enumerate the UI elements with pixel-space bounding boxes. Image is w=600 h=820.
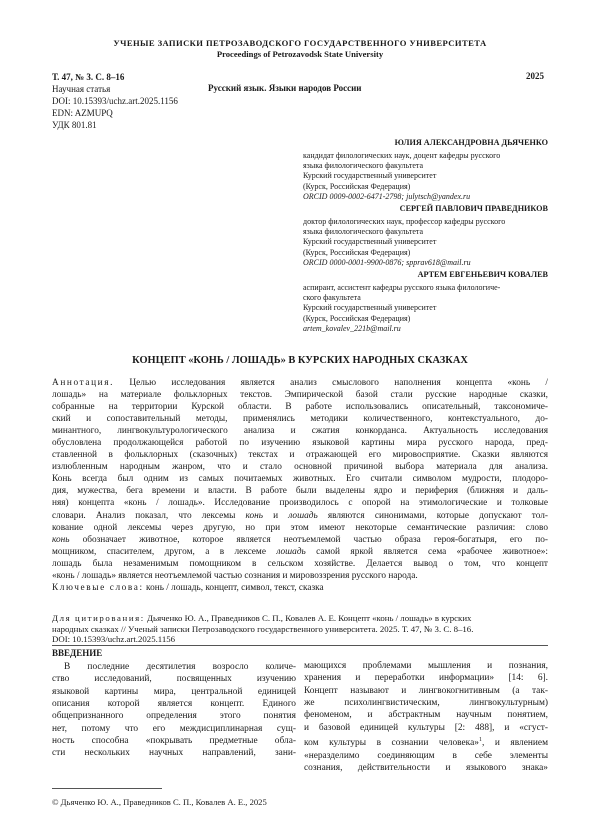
author-affiliation-line: (Курск, Российская Федерация) (303, 313, 411, 323)
journal-title-en: Proceedings of Petrozavodsk State University (216, 49, 384, 59)
abstract-line: ставленной в фольклорных (сказочных) текстах и отражающей его мировосприятие. Сказки являются (52, 450, 548, 461)
body-line: языковой картины мира, центральной единицей (52, 686, 296, 697)
body-line: и базовой единицей культуры [2: 488], и «сгуст- (304, 722, 548, 733)
body-line: ность способна «покрывать предметные обла- (52, 736, 296, 747)
udk: УДК 801.81 (52, 120, 97, 131)
section-divider (52, 645, 548, 646)
abstract-line: лошадь» на материале фольклорных текстов. Эмпирической базой стали русские народные сказки, (52, 390, 548, 401)
abstract-line: кование одной лексемы через другую, но при этом имеют некоторые семантические различия: слово (52, 522, 548, 533)
author-name: АРТЕМ ЕВГЕНЬЕВИЧ КОВАЛЕВ (417, 270, 548, 279)
body-line: В последние десятилетия возросло количе- (64, 662, 296, 672)
author-affiliation-line: языка филологического факультета (303, 227, 424, 237)
abstract (52, 377, 548, 594)
body-line: хранения и переработки информации» [14: 6]. (304, 673, 548, 684)
citation: Для цитирования: Дьяченко Ю. А., Праведников С. П., Ковалев А. Е. Концепт «конь / лошадь» в курских народных сказках // Ученый записки Петрозаводского государственного университета. 2025. Т. 47, № 3. С. 8–16. DOI: 10.15393/uchz.art.2025.1156 (52, 613, 474, 645)
body-line: нет, потому что его междисциплинарная сущ- (52, 723, 296, 734)
author-orcid: ORCID 0000-0001-9900-0876; spprav618@mail.ru (303, 257, 471, 267)
article-meta (52, 71, 178, 131)
abstract-line: собранные на территории Курской области. В работе использовались описательный, таксономиче- (52, 402, 548, 413)
abstract-line: Аннотация. Целью исследования является анализ смыслового наполнения концепта «конь / (52, 378, 548, 388)
body-line: мающихся проблемами мышления и познания, (304, 661, 548, 671)
author-affiliation-line: Курский государственный университет (303, 303, 437, 313)
abstract-label: Аннотация. (52, 378, 115, 388)
citation-label: Для цитирования: (52, 613, 145, 623)
abstract-line: словари. Анализ показал, что лексемы конь и лошадь являются синонимами, которые допускают тол- (52, 510, 549, 521)
author-affiliation-line: кандидат филологических наук, доцент кафедры русского (303, 151, 501, 160)
author-affiliation-line: Курский государственный университет (303, 171, 437, 181)
body-line: же психолингвистическим, лингвокультурным) (304, 698, 548, 709)
keywords: Ключевые слова: конь / лошадь, концепт, символ, текст, сказка (52, 582, 324, 593)
doi: DOI: 10.15393/uchz.art.2025.1156 (52, 96, 178, 107)
body-line: Концепт называют и лингвокогнитивным (а так- (304, 685, 548, 696)
body-line: ство исследований, посвященных изучению (52, 674, 296, 685)
journal-title: УЧЕНЫЕ ЗАПИСКИ ПЕТРОЗАВОДСКОГО ГОСУДАРСТВЕННОГО УНИВЕРСИТЕТА (113, 38, 487, 48)
author-affiliation-line: доктор филологических наук, профессор кафедры русского (303, 217, 506, 226)
abstract-line: Конь всегда был одним из самых почитаемых животных. Его считали символом мудрости, плодоро- (52, 474, 548, 485)
abstract-line: обусловлена продолжающейся работой по изучению языковой картины мира русского народа, пред- (52, 438, 548, 449)
abstract-line: дия, мужества, бега времени и власти. В работе были выделены ядро и периферия (ближняя и даль- (52, 486, 548, 497)
author-affiliation-line: ского факультета (303, 293, 361, 303)
body-line: описания которой является концепт. Единого (52, 699, 296, 710)
abstract-line: излюбленным народным жанром, что и стало основной причиной выбора материала для анализа. (52, 462, 548, 473)
article-title: КОНЦЕПТ «КОНЬ / ЛОШАДЬ» В КУРСКИХ НАРОДНЫХ СКАЗКАХ (132, 355, 468, 366)
author-orcid: ORCID 0009-0002-6471-2798; julytsch@yandex.ru (303, 191, 471, 201)
volume-info: Т. 47, № 3. С. 8–16 (52, 72, 125, 82)
author-orcid: artem_kovalev_221b@mail.ru (303, 323, 401, 333)
author-name: ЮЛИЯ АЛЕКСАНДРОВНА ДЬЯЧЕНКО (394, 138, 548, 147)
body-line: ком культуры в сознании человека»$^1$, и явлением (304, 737, 548, 749)
author-affiliation-line: Курский государственный университет (303, 237, 437, 247)
abstract-line: лошадь была незаменимым помощником в сельском хозяйстве. Делается вывод о том, что концепт (52, 558, 548, 569)
body-line: общепризнанного определения этого понятия (52, 711, 296, 722)
keywords-label: Ключевые слова: (52, 582, 144, 593)
body-line: «неразделимо соединяющим в себе элементы (304, 750, 548, 761)
body-column-left (52, 661, 296, 760)
section-heading: ВВЕДЕНИЕ (52, 648, 103, 658)
body-column-right (304, 660, 548, 774)
abstract-line: мощником, спасителем, другом, а в лексеме лошадь самой яркой является сема «рабочее животное»: (52, 546, 548, 557)
author-affiliation-line: (Курск, Российская Федерация) (303, 181, 411, 191)
footnote-marker: 1 (478, 737, 482, 744)
body-line: сти нескольких научных направлений, зани- (52, 748, 296, 759)
body-line: феноменом, и абстрактным научным понятием, (304, 710, 548, 721)
footnote-divider (52, 788, 162, 789)
author-affiliation-line: (Курск, Российская Федерация) (303, 247, 411, 257)
body-line: сознания, действительности и языкового знака» (304, 762, 548, 773)
author-name: СЕРГЕЙ ПАВЛОВИЧ ПРАВЕДНИКОВ (399, 204, 548, 213)
abstract-line: конь обозначает животное, которое является неотъемлемой частью образа героя-богатыря, его по- (52, 534, 548, 545)
abstract-line: минантного, лингвокультурологического анализа и сжатия конкорданса. Актуальность исследования (52, 426, 548, 437)
abstract-line: ский и сопоставительный методы, применялись методики количественного, контекстуального, до- (52, 414, 548, 425)
abstract-line: няя) концепта «конь / лошадь». Исследование производилось с опорой на этимологические и толковые (52, 498, 548, 509)
author-affiliation-line: языка филологического факультета (303, 161, 424, 171)
rubric: Русский язык. Языки народов России (208, 83, 362, 93)
copyright-footer: © Дьяченко Ю. А., Праведников С. П., Ковалев А. Е., 2025 (52, 797, 267, 807)
author-affiliation-line: аспирант, ассистент кафедры русского языка филологиче- (303, 283, 501, 292)
edn: EDN: AZMUPQ (52, 108, 113, 119)
article-type: Научная статья (52, 84, 111, 95)
abstract-line: «конь / лошадь» является неотъемлемой частью сознания и мировоззрения русского народа. (52, 570, 418, 581)
year: 2025 (526, 71, 544, 81)
